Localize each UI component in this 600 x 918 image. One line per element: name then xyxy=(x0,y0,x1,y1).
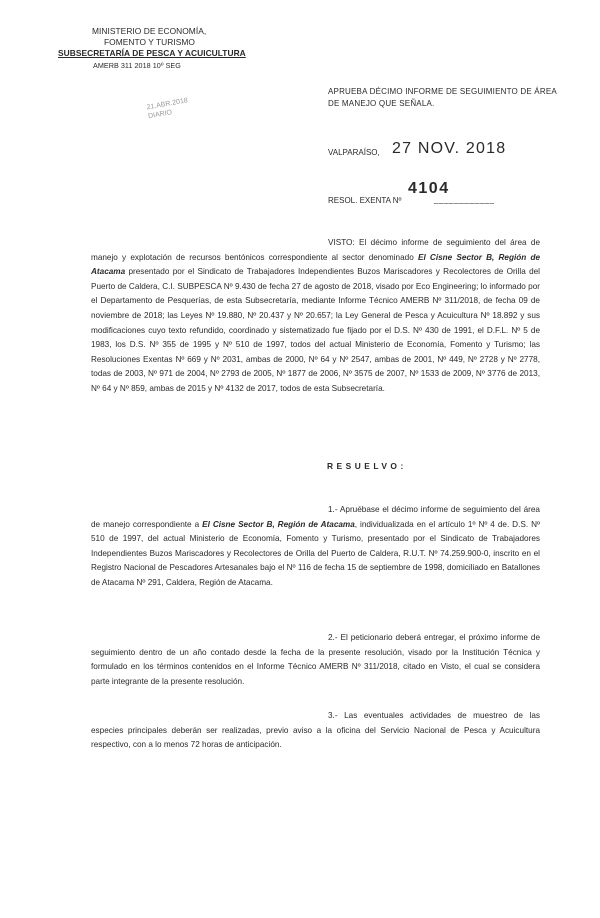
received-stamp xyxy=(146,91,222,133)
article-3: 3.- Las eventuales actividades de muestreo de las especies principales deberán ser realizadas, previo aviso a la oficina del Servicio Nacional de Pesca y Acuicultura respectivo, con a lo menos 72 horas de anticipación. xyxy=(91,711,540,750)
document-matter: APRUEBA DÉCIMO INFORME DE SEGUIMIENTO DE ÁREA DE MANEJO QUE SEÑALA. xyxy=(328,87,557,108)
header-ministry: MINISTERIO DE ECONOMÍA, xyxy=(92,26,207,36)
header-ministry-sub: FOMENTO Y TURISMO xyxy=(104,37,195,47)
resolution-label: RESOL. EXENTA Nº xyxy=(328,196,402,205)
article-1-area-name: El Cisne Sector B, Región de Atacama xyxy=(202,519,355,529)
header-subsecretariat: SUBSECRETARÍA DE PESCA Y ACUICULTURA xyxy=(58,48,246,58)
article-1-text-2: , individualizada en el artículo 1º Nº 4 de. D.S. Nº 510 de 1997, del actual Ministerio de Economía, Fomento y Turismo, presentado por el Sindicato de Trabajadores Independientes Buzos Mariscadores y Recolectores de Orilla del Puerto de Caldera, R.U.T. Nº 74.259.900-0, inscrito en el Registro Nacional de Pescadores Artesanales bajo el Nº 116 de fecha 15 de septiembre de 1998, domiciliado en Batallones de Atacama Nº 291, Caldera, Región de Atacama. xyxy=(91,519,540,587)
document-date: 27 NOV. 2018 xyxy=(392,140,507,157)
article-1 xyxy=(91,503,540,591)
place-label: VALPARAÍSO, xyxy=(328,148,380,157)
stamp-line-1: 21.ABR.2018 xyxy=(146,97,189,112)
resolution-number: 4104 xyxy=(408,180,450,197)
article-1-text-1: 1.- Apruébase el décimo informe de seguimiento del área de manejo correspondiente a xyxy=(91,505,540,529)
visto-text-1: VISTO: El décimo informe de seguimiento del área de manejo y explotación de recursos bentónicos correspondiente al sector denominado xyxy=(91,238,540,262)
visto-text-2: presentado por el Sindicato de Trabajadores Independientes Buzos Mariscadores y Recolectores de Orilla del Puerto de Caldera, C.I. SUBPESCA Nº 9.430 de fecha 27 de agosto de 2018, visado por Eco Engineering; lo informado por el Departamento de Pesquerías, de esta Subsecretaría, mediante Informe Técnico AMERB Nº 311/2018, de fecha 09 de noviembre de 2018; las Leyes Nº 19.880, Nº 20.437 y Nº 20.657; la Ley General de Pesca y Acuicultura Nº 18.892 y sus modificaciones cuyo texto refundido, coordinado y sistematizado fue fijado por el D.S. Nº 430 de 1991, el D.F.L. Nº 5 de 1983, los D.S. Nº 355 de 1995 y Nº 510 de 1997, todos del actual Ministerio de Economía, Fomento y Turismo; las Resoluciones Exentas Nº 669 y Nº 2031, ambas de 2000, Nº 64 y Nº 2547, ambas de 2001, Nº 449, Nº 2728 y Nº 2778, todas de 2003, Nº 971 de 2004, Nº 2793 de 2005, Nº 1877 de 2006, Nº 3575 de 2007, Nº 1533 de 2009, Nº 3776 de 2013, Nº 64 y Nº 859, ambas de 2015 y Nº 4132 de 2017, todos de esta Subsecretaría. xyxy=(91,267,540,393)
resolution-blank-line: ____________ xyxy=(434,195,495,204)
stamp-line-2: DIARIO xyxy=(147,109,173,121)
visto-area-name: El Cisne Sector B, Región de Atacama xyxy=(91,252,541,277)
header-code: AMERB 311 2018 10º SEG xyxy=(93,61,181,70)
resuelvo-heading: RESUELVO: xyxy=(327,461,407,471)
visto-paragraph xyxy=(91,236,540,397)
article-2: 2.- El peticionario deberá entregar, el próximo informe de seguimiento dentro de un año contado desde la fecha de la presente resolución, visado por la Institución Técnica y formulado en los términos contenidos en el Informe Técnico AMERB Nº 311/2018, citado en Visto, el cual se considera parte integrante de la presente resolución. xyxy=(91,633,540,686)
